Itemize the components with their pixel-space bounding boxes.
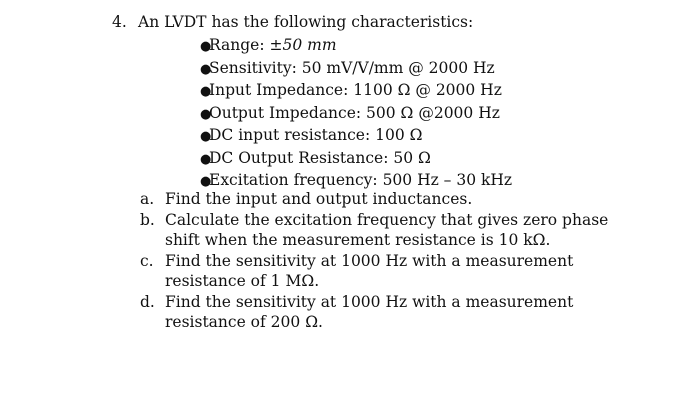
characteristic-value: 50 mV/V/mm @ 2000 Hz <box>301 58 495 77</box>
characteristic-value: ±50 mm <box>269 36 337 54</box>
characteristic-value: 50 Ω <box>393 148 431 167</box>
question-part <box>140 251 640 292</box>
characteristic-label: Input Impedance: <box>209 81 354 99</box>
part-text: Find the input and output inductances. <box>165 190 473 208</box>
question-number: 4. <box>112 13 127 31</box>
part-text: Find the sensitivity at 1000 Hz with a measurement resistance of 1 MΩ. <box>165 251 574 290</box>
characteristic-label: Excitation frequency: <box>209 171 383 189</box>
characteristic-item <box>200 80 512 103</box>
bullet-icon: ● <box>200 151 212 167</box>
question-heading <box>112 12 473 32</box>
characteristic-label: DC input resistance: <box>209 126 376 144</box>
question-part <box>140 210 640 251</box>
bullet-icon: ● <box>200 129 212 144</box>
characteristic-label: Sensitivity: <box>209 58 302 77</box>
part-letter: c. <box>140 251 154 270</box>
characteristics-list <box>200 35 512 193</box>
question-heading-text: An LVDT has the following characteristics: <box>138 13 474 31</box>
question-part <box>140 189 640 210</box>
part-letter: b. <box>140 210 155 229</box>
characteristic-label: Output Impedance: <box>209 103 367 122</box>
characteristic-item <box>200 148 512 171</box>
part-text: Find the sensitivity at 1000 Hz with a measurement resistance of 200 Ω. <box>165 292 574 331</box>
bullet-icon: ● <box>200 84 212 99</box>
bullet-icon: ● <box>200 61 212 77</box>
characteristic-item <box>200 58 512 81</box>
part-letter: a. <box>140 190 155 208</box>
bullet-icon: ● <box>200 106 212 122</box>
part-text: Calculate the excitation frequency that gives zero phase shift when the measurement resistance is 10 kΩ. <box>165 210 609 249</box>
bullet-icon: ● <box>200 174 212 189</box>
characteristic-item <box>200 125 512 148</box>
characteristic-label: Range: <box>209 36 270 54</box>
characteristic-value: 100 Ω <box>375 126 423 144</box>
characteristic-value: 1100 Ω @ 2000 Hz <box>353 81 502 99</box>
characteristic-item <box>200 35 512 58</box>
question-part <box>140 292 640 333</box>
characteristic-label: DC Output Resistance: <box>209 148 394 167</box>
characteristic-value: 500 Ω @2000 Hz <box>366 103 500 122</box>
characteristic-item <box>200 103 512 126</box>
question-parts-list <box>140 189 640 333</box>
bullet-icon: ● <box>200 39 212 54</box>
part-letter: d. <box>140 292 155 311</box>
characteristic-value: 500 Hz – 30 kHz <box>382 171 513 189</box>
